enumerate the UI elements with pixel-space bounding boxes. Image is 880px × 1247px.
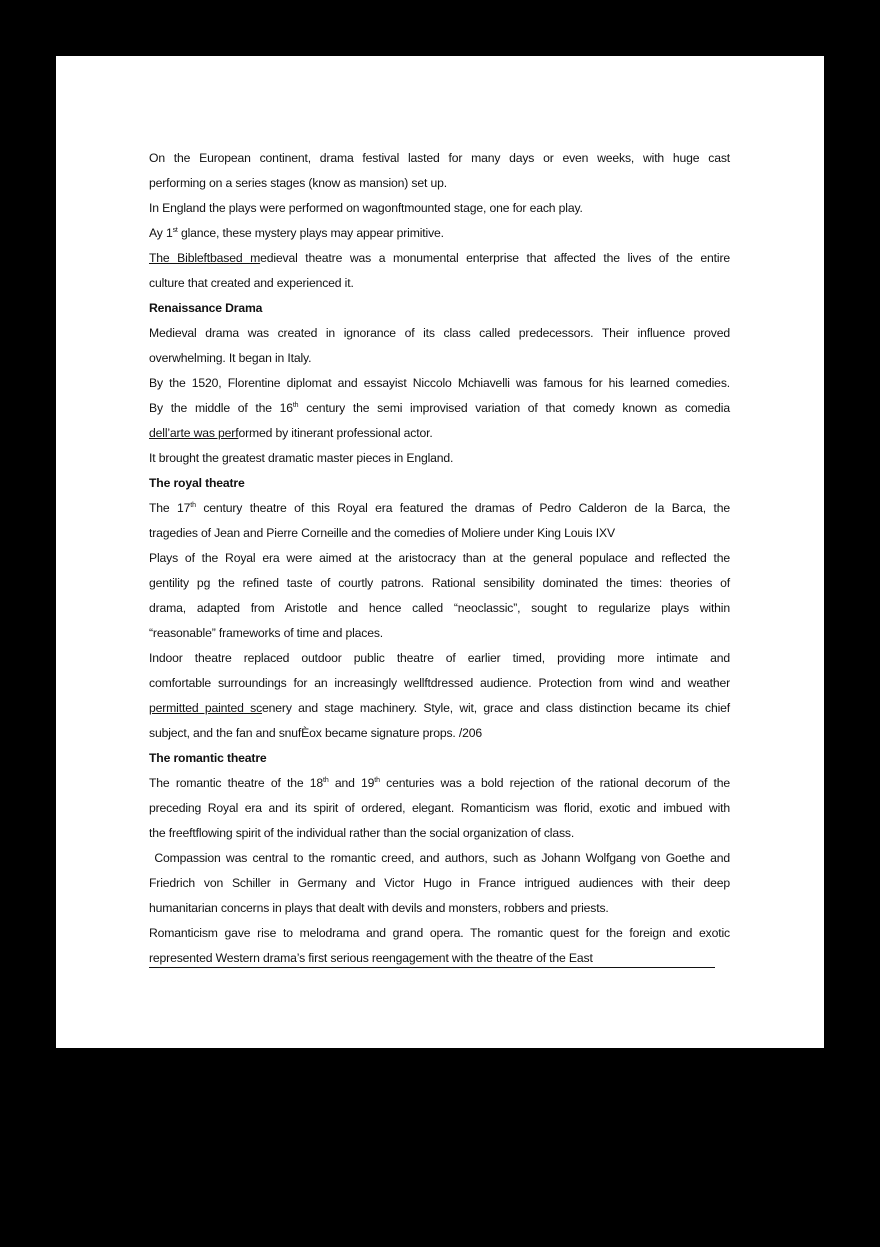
paragraph-line [149,396,730,421]
paragraph-line: Compassion was central to the romantic creed, and authors, such as Johann Wolfgang von Goethe and [149,851,730,865]
paragraph-line: performing on a series stages (know as mansion) set up. [149,176,447,190]
underlined-text: represented Western drama’s first serious reengagement with the theatre of the East [149,950,715,968]
text-run: and 19 [328,776,375,790]
text-run: The 17 [149,501,191,515]
section-heading-royal-theatre: The royal theatre [149,476,245,490]
ordinal-superscript: th [374,777,380,784]
text-run: ormed by itinerant professional actor. [238,426,433,440]
section-heading-romantic-theatre: The romantic theatre [149,751,267,765]
paragraph-line: It brought the greatest dramatic master pieces in England. [149,451,454,465]
paragraph-line: the freeftflowing spirit of the individual rather than the social organization of class. [149,826,575,840]
paragraph-line: comfortable surroundings for an increasingly wellftdressed audience. Protection from wind and weather [149,676,730,690]
paragraph-line: preceding Royal era and its spirit of ordered, elegant. Romanticism was florid, exotic and imbued with [149,801,730,815]
text-run: By the middle of the 16 [149,401,293,415]
paragraph-line: humanitarian concerns in plays that dealt with devils and monsters, robbers and priests. [149,901,609,915]
paragraph-line [149,496,730,521]
text-run: Ay 1 [149,226,173,240]
paragraph-line [149,946,730,971]
text-run: edieval theatre was a monumental enterprise that affected the lives of the entire [260,251,731,265]
text-run: centuries was a bold rejection of the rational decorum of the [379,776,730,790]
text-run: The romantic theatre of the 18 [149,776,324,790]
text-run: century the semi improvised variation of that comedy known as comedia [298,401,730,415]
underlined-text: dell’arte was perf [149,426,239,440]
text-run: glance, these mystery plays may appear primitive. [177,226,444,240]
text-run: enery and stage machinery. Style, wit, grace and class distinction became its chief [262,701,731,715]
ordinal-superscript: st [172,227,178,234]
paragraph-line: Medieval drama was created in ignorance of its class called predecessors. Their influence proved [149,326,730,340]
document-page [56,56,824,1048]
paragraph-line [149,771,730,796]
paragraph-line: By the 1520, Florentine diplomat and essayist Niccolo Mchiavelli was famous for his learned comedies. [149,376,730,390]
paragraph-line: On the European continent, drama festival lasted for many days or even weeks, with huge cast [149,151,730,165]
paragraph-line: Indoor theatre replaced outdoor public theatre of earlier timed, providing more intimate and [149,651,730,665]
paragraph-line: culture that created and experienced it. [149,276,354,290]
paragraph-line: drama, adapted from Aristotle and hence called “neoclassic”, sought to regularize plays within [149,601,730,615]
paragraph-line: subject, and the fan and snufÈox became signature props. /206 [149,726,483,740]
paragraph-line: In England the plays were performed on wagonftmounted stage, one for each play. [149,201,583,215]
text-run: century theatre of this Royal era featured the dramas of Pedro Calderon de la Barca, the [195,501,731,515]
document-body [149,146,730,971]
paragraph-line: tragedies of Jean and Pierre Corneille and the comedies of Moliere under King Louis IXV [149,526,615,540]
underlined-text: The Bibleftbased m [149,251,261,265]
ordinal-superscript: th [292,402,299,409]
ordinal-superscript: th [190,502,196,509]
paragraph-line [149,221,730,246]
paragraph-line [149,421,730,446]
paragraph-line [149,246,730,271]
paragraph-line: Romanticism gave rise to melodrama and grand opera. The romantic quest for the foreign and exotic [149,926,730,940]
ordinal-superscript: th [323,777,329,784]
underlined-text: permitted painted sc [149,701,263,715]
paragraph-line: Friedrich von Schiller in Germany and Victor Hugo in France intrigued audiences with their deep [149,876,730,890]
paragraph-line: Plays of the Royal era were aimed at the aristocracy than at the general populace and reflected the [149,551,730,565]
section-heading-renaissance-drama: Renaissance Drama [149,301,263,315]
paragraph-line [149,696,730,721]
paragraph-line: overwhelming. It began in Italy. [149,351,312,365]
paragraph-line: “reasonable” frameworks of time and places. [149,626,384,640]
paragraph-line: gentility pg the refined taste of courtly patrons. Rational sensibility dominated the times: theories of [149,576,730,590]
